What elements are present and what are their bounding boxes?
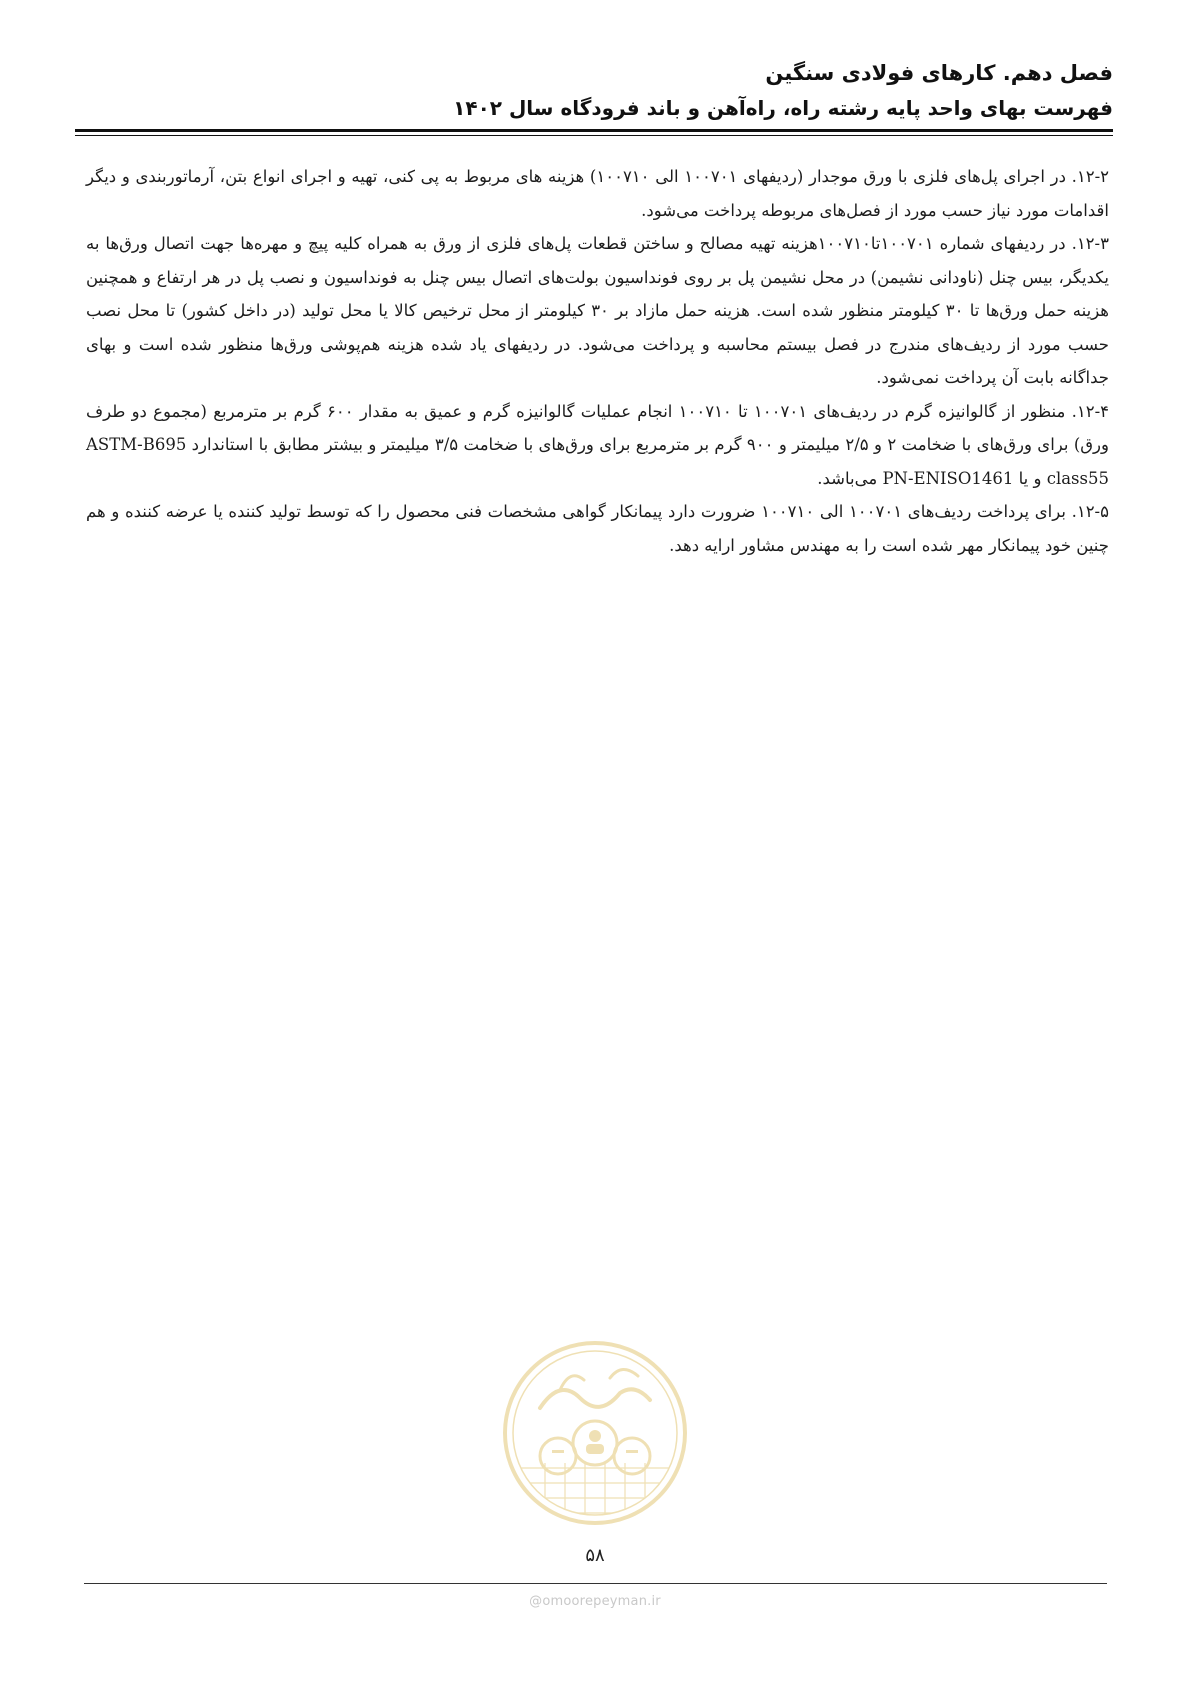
page-number: ۵۸ [585,1545,605,1566]
paragraph-12-2: ۱۲-۲. در اجرای پل‌های فلزی با ورق موجدار (ردیفهای ۱۰۰۷۰۱ الی ۱۰۰۷۱۰) هزینه های مربوط به پی کنی، تهیه و اجرای انواع بتن، آرماتوربندی و دیگر اقدامات مورد نیاز حسب مورد از فصل‌های مربوطه پرداخت می‌شود. [86,167,1110,220]
header-rule-thin [75,135,1113,136]
chapter-title: فصل دهم. کارهای فولادی سنگین [765,61,1113,85]
footer-rule [84,1583,1107,1584]
paragraph-12-4: ۱۲-۴. منظور از گالوانیزه گرم در ردیف‌های ۱۰۰۷۰۱ تا ۱۰۰۷۱۰ انجام عملیات گالوانیزه گرم و عمیق به مقدار ۶۰۰ گرم بر مترمربع (مجموع دو طرف ورق) برای ورق‌های با ضخامت ۲ و ۲/۵ میلیمتر و ۹۰۰ گرم بر مترمربع برای ورق‌های با ضخامت ۳/۵ میلیمتر و بیشتر مطابق با استاندارد ASTM-B695 class55 و یا PN-ENISO1461 می‌باشد. [86,401,1110,488]
paragraph-12-5: ۱۲-۵. برای پرداخت ردیف‌های ۱۰۰۷۰۱ الی ۱۰۰۷۱۰ ضرورت دارد پیمانکار گواهی مشخصات فنی محصول را که توسط تولید کننده یا عرضه کننده و هم چنین خود پیمانکار مهر شده است را به مهندس مشاور ارایه دهد. [86,502,1109,555]
omoorepeyman-seal-icon [500,1338,690,1528]
price-list-title: فهرست بهای واحد پایه رشته راه، راه‌آهن و باند فرودگاه سال ۱۴۰۲ [453,96,1113,120]
body-text [86,160,1109,562]
page-header [75,56,1113,126]
website-watermark: @omoorepeyman.ir [529,1594,661,1609]
paragraph-12-3: ۱۲-۳. در ردیفهای شماره ۱۰۰۷۰۱تا۱۰۰۷۱۰هزینه تهیه مصالح و ساختن قطعات پل‌های فلزی از ورق به همراه کلیه پیچ و مهره‌ها جهت اتصال ورق‌ها به یکدیگر، بیس چنل (ناودانی نشیمن) در محل نشیمن پل بر روی فونداسیون بولت‌های اتصال بیس چنل به فونداسیون و نصب پل در هر ارتفاع و همچنین هزینه حمل ورق‌ها تا ۳۰ کیلومتر منظور شده است. هزینه حمل مازاد بر ۳۰ کیلومتر از محل ترخیص کالا یا محل تولید (در داخل کشور) تا محل نصب حسب مورد از ردیف‌های مندرج در فصل بیستم محاسبه و پرداخت می‌شود. در ردیفهای یاد شده هزینه هم‌پوشی ورق‌ها منظور شده است و بهای جداگانه بابت آن پرداخت نمی‌شود. [86,234,1109,387]
header-rule-thick [75,129,1113,132]
